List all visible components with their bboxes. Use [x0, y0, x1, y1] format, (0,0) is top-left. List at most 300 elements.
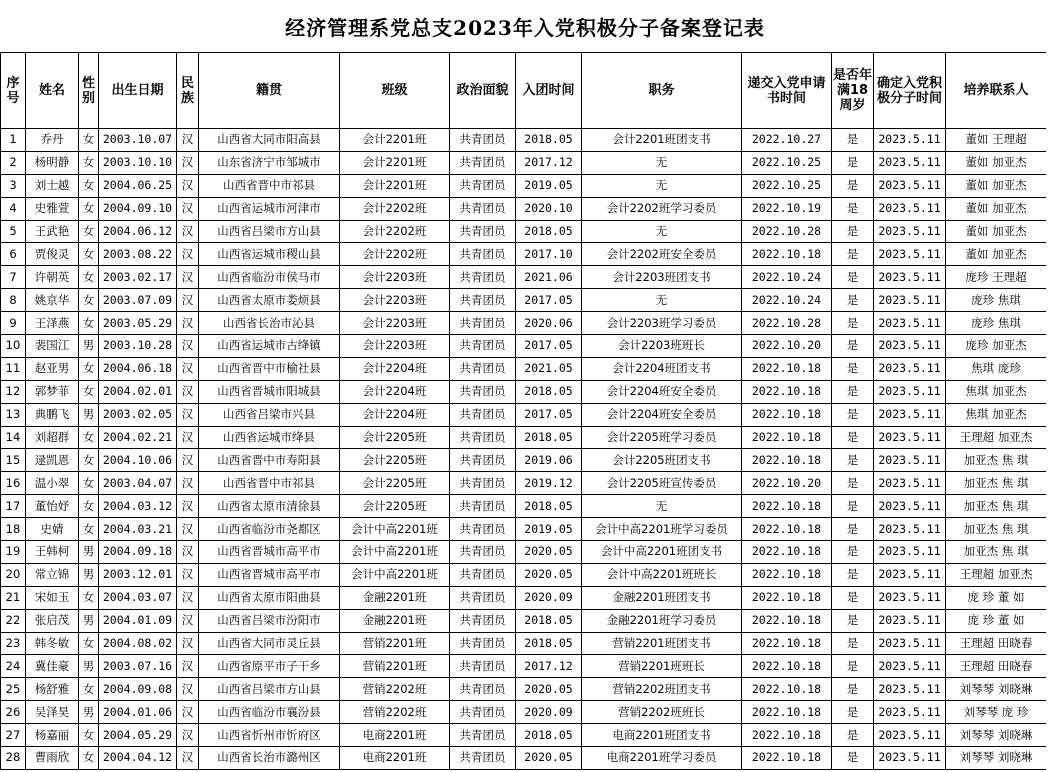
cell-position: 无 [582, 151, 742, 174]
cell-contact: 刘琴琴 刘晓琳 [946, 724, 1047, 747]
cell-no: 15 [1, 449, 26, 472]
cell-origin: 山西省晋城市高平市 [199, 563, 340, 586]
cell-confirm-date: 2023.5.11 [874, 129, 946, 152]
cell-origin: 山西省吕梁市汾阳市 [199, 609, 340, 632]
table-row [1, 472, 1047, 495]
header-position: 职务 [582, 53, 742, 129]
cell-class: 电商2201班 [340, 747, 450, 770]
cell-over18: 是 [832, 266, 874, 289]
cell-political: 共青团员 [450, 495, 516, 518]
cell-contact: 庞珍 加亚杰 [946, 335, 1047, 358]
cell-birth: 2004.02.21 [99, 426, 177, 449]
cell-birth: 2004.05.29 [99, 724, 177, 747]
header-gender: 性别 [79, 53, 99, 129]
cell-political: 共青团员 [450, 609, 516, 632]
cell-confirm-date: 2023.5.11 [874, 678, 946, 701]
table-row [1, 563, 1047, 586]
table-row [1, 724, 1047, 747]
cell-ethnic: 汉 [177, 335, 199, 358]
cell-gender: 女 [79, 678, 99, 701]
cell-apply-date: 2022.10.18 [742, 724, 832, 747]
cell-birth: 2003.10.07 [99, 129, 177, 152]
cell-ethnic: 汉 [177, 403, 199, 426]
cell-name: 王武艳 [26, 220, 79, 243]
cell-name: 温小翠 [26, 472, 79, 495]
cell-origin: 山西省忻州市忻府区 [199, 724, 340, 747]
header-birth: 出生日期 [99, 53, 177, 129]
table-row [1, 289, 1047, 312]
cell-class: 金融2201班 [340, 586, 450, 609]
cell-confirm-date: 2023.5.11 [874, 518, 946, 541]
cell-apply-date: 2022.10.18 [742, 563, 832, 586]
cell-class: 营销2202班 [340, 701, 450, 724]
table-body [1, 129, 1047, 770]
cell-no: 12 [1, 380, 26, 403]
cell-confirm-date: 2023.5.11 [874, 701, 946, 724]
cell-gender: 男 [79, 655, 99, 678]
cell-league-date: 2018.05 [516, 380, 582, 403]
cell-no: 22 [1, 609, 26, 632]
cell-political: 共青团员 [450, 632, 516, 655]
cell-political: 共青团员 [450, 563, 516, 586]
cell-contact: 加亚杰 焦 琪 [946, 518, 1047, 541]
cell-ethnic: 汉 [177, 495, 199, 518]
cell-over18: 是 [832, 449, 874, 472]
cell-over18: 是 [832, 541, 874, 564]
title-bar [0, 0, 1050, 52]
cell-position: 会计中高2201班班长 [582, 563, 742, 586]
cell-ethnic: 汉 [177, 357, 199, 380]
cell-position: 电商2201班团支书 [582, 724, 742, 747]
cell-gender: 女 [79, 747, 99, 770]
cell-apply-date: 2022.10.18 [742, 426, 832, 449]
cell-contact: 刘琴琴 刘晓琳 [946, 678, 1047, 701]
cell-position: 营销2201班班长 [582, 655, 742, 678]
cell-confirm-date: 2023.5.11 [874, 335, 946, 358]
cell-gender: 女 [79, 472, 99, 495]
cell-position: 无 [582, 289, 742, 312]
table-row [1, 747, 1047, 770]
cell-confirm-date: 2023.5.11 [874, 472, 946, 495]
cell-ethnic: 汉 [177, 678, 199, 701]
cell-origin: 山西省太原市清徐县 [199, 495, 340, 518]
cell-class: 会计2201班 [340, 174, 450, 197]
cell-birth: 2003.10.28 [99, 335, 177, 358]
cell-gender: 女 [79, 243, 99, 266]
cell-apply-date: 2022.10.18 [742, 609, 832, 632]
cell-league-date: 2018.05 [516, 495, 582, 518]
cell-over18: 是 [832, 403, 874, 426]
cell-no: 28 [1, 747, 26, 770]
cell-apply-date: 2022.10.18 [742, 747, 832, 770]
cell-name: 许朝英 [26, 266, 79, 289]
cell-political: 共青团员 [450, 586, 516, 609]
cell-political: 共青团员 [450, 655, 516, 678]
cell-gender: 女 [79, 220, 99, 243]
cell-gender: 女 [79, 449, 99, 472]
cell-apply-date: 2022.10.18 [742, 403, 832, 426]
cell-class: 会计2204班 [340, 380, 450, 403]
cell-position: 金融2201班团支书 [582, 586, 742, 609]
header-origin: 籍贯 [199, 53, 340, 129]
cell-origin: 山西省晋中市祁县 [199, 174, 340, 197]
cell-ethnic: 汉 [177, 243, 199, 266]
cell-name: 贾俊灵 [26, 243, 79, 266]
cell-no: 3 [1, 174, 26, 197]
cell-gender: 女 [79, 426, 99, 449]
cell-political: 共青团员 [450, 701, 516, 724]
table-row [1, 403, 1047, 426]
cell-apply-date: 2022.10.19 [742, 197, 832, 220]
cell-ethnic: 汉 [177, 701, 199, 724]
cell-name: 王韩柯 [26, 541, 79, 564]
cell-over18: 是 [832, 609, 874, 632]
cell-ethnic: 汉 [177, 289, 199, 312]
cell-gender: 男 [79, 701, 99, 724]
table-row [1, 312, 1047, 335]
cell-birth: 2004.03.21 [99, 518, 177, 541]
cell-league-date: 2017.12 [516, 151, 582, 174]
table-row [1, 243, 1047, 266]
cell-league-date: 2017.05 [516, 335, 582, 358]
registration-table [0, 52, 1047, 770]
cell-birth: 2004.09.08 [99, 678, 177, 701]
cell-origin: 山西省晋中市榆社县 [199, 357, 340, 380]
cell-apply-date: 2022.10.18 [742, 357, 832, 380]
table-row [1, 495, 1047, 518]
cell-class: 会计2205班 [340, 426, 450, 449]
cell-political: 共青团员 [450, 678, 516, 701]
cell-over18: 是 [832, 747, 874, 770]
cell-no: 6 [1, 243, 26, 266]
cell-origin: 山西省吕梁市方山县 [199, 678, 340, 701]
table-row [1, 335, 1047, 358]
cell-contact: 焦琪 庞珍 [946, 357, 1047, 380]
cell-class: 会计2205班 [340, 495, 450, 518]
cell-political: 共青团员 [450, 266, 516, 289]
cell-apply-date: 2022.10.18 [742, 701, 832, 724]
cell-gender: 女 [79, 495, 99, 518]
cell-confirm-date: 2023.5.11 [874, 197, 946, 220]
cell-over18: 是 [832, 632, 874, 655]
cell-apply-date: 2022.10.18 [742, 655, 832, 678]
cell-class: 会计2202班 [340, 243, 450, 266]
cell-apply-date: 2022.10.20 [742, 472, 832, 495]
cell-origin: 山西省运城市古绛镇 [199, 335, 340, 358]
cell-class: 营销2201班 [340, 632, 450, 655]
cell-confirm-date: 2023.5.11 [874, 426, 946, 449]
cell-position: 会计2205班学习委员 [582, 426, 742, 449]
cell-class: 营销2202班 [340, 678, 450, 701]
cell-contact: 董如 加亚杰 [946, 174, 1047, 197]
cell-position: 会计2205班宣传委员 [582, 472, 742, 495]
cell-over18: 是 [832, 289, 874, 312]
cell-class: 会计2204班 [340, 403, 450, 426]
header-row [1, 53, 1047, 129]
cell-birth: 2003.12.01 [99, 563, 177, 586]
cell-name: 王泽燕 [26, 312, 79, 335]
cell-league-date: 2020.09 [516, 586, 582, 609]
cell-apply-date: 2022.10.25 [742, 151, 832, 174]
cell-ethnic: 汉 [177, 632, 199, 655]
cell-name: 宋如玉 [26, 586, 79, 609]
cell-contact: 刘琴琴 刘晓琳 [946, 747, 1047, 770]
cell-confirm-date: 2023.5.11 [874, 449, 946, 472]
table-row [1, 197, 1047, 220]
cell-league-date: 2019.05 [516, 518, 582, 541]
cell-confirm-date: 2023.5.11 [874, 289, 946, 312]
header-class: 班级 [340, 53, 450, 129]
cell-position: 会计2203班学习委员 [582, 312, 742, 335]
cell-political: 共青团员 [450, 129, 516, 152]
table-row [1, 449, 1047, 472]
cell-political: 共青团员 [450, 243, 516, 266]
cell-political: 共青团员 [450, 449, 516, 472]
cell-league-date: 2018.05 [516, 220, 582, 243]
cell-origin: 山西省原平市子干乡 [199, 655, 340, 678]
cell-gender: 女 [79, 586, 99, 609]
cell-contact: 庞珍 王理超 [946, 266, 1047, 289]
cell-league-date: 2018.05 [516, 632, 582, 655]
cell-contact: 董如 加亚杰 [946, 151, 1047, 174]
cell-no: 1 [1, 129, 26, 152]
cell-apply-date: 2022.10.18 [742, 541, 832, 564]
cell-no: 27 [1, 724, 26, 747]
table-row [1, 701, 1047, 724]
cell-gender: 女 [79, 174, 99, 197]
cell-origin: 山西省运城市稷山县 [199, 243, 340, 266]
cell-apply-date: 2022.10.24 [742, 289, 832, 312]
cell-contact: 董如 加亚杰 [946, 243, 1047, 266]
cell-position: 会计2204班团支书 [582, 357, 742, 380]
cell-position: 会计2203班团支书 [582, 266, 742, 289]
table-row [1, 678, 1047, 701]
cell-political: 共青团员 [450, 518, 516, 541]
cell-position: 会计2202班安全委员 [582, 243, 742, 266]
cell-position: 会计2201班团支书 [582, 129, 742, 152]
cell-league-date: 2020.06 [516, 312, 582, 335]
cell-league-date: 2020.10 [516, 197, 582, 220]
cell-contact: 王理超 田晓春 [946, 655, 1047, 678]
cell-ethnic: 汉 [177, 747, 199, 770]
cell-position: 会计中高2201班学习委员 [582, 518, 742, 541]
cell-ethnic: 汉 [177, 266, 199, 289]
cell-class: 会计中高2201班 [340, 541, 450, 564]
cell-name: 赵亚男 [26, 357, 79, 380]
cell-birth: 2003.07.16 [99, 655, 177, 678]
cell-confirm-date: 2023.5.11 [874, 380, 946, 403]
cell-name: 杨明静 [26, 151, 79, 174]
cell-political: 共青团员 [450, 312, 516, 335]
cell-origin: 山西省晋城市高平市 [199, 541, 340, 564]
header-apply-date: 递交入党申请书时间 [742, 53, 832, 129]
cell-over18: 是 [832, 701, 874, 724]
cell-no: 20 [1, 563, 26, 586]
cell-origin: 山西省运城市绛县 [199, 426, 340, 449]
cell-name: 裴国江 [26, 335, 79, 358]
cell-contact: 董如 加亚杰 [946, 197, 1047, 220]
cell-contact: 庞珍 焦琪 [946, 289, 1047, 312]
cell-ethnic: 汉 [177, 472, 199, 495]
cell-contact: 加亚杰 焦 琪 [946, 541, 1047, 564]
header-confirm-date: 确定入党积极分子时间 [874, 53, 946, 129]
cell-no: 13 [1, 403, 26, 426]
cell-name: 曹雨欣 [26, 747, 79, 770]
cell-no: 18 [1, 518, 26, 541]
cell-name: 常立锦 [26, 563, 79, 586]
cell-gender: 男 [79, 403, 99, 426]
cell-political: 共青团员 [450, 335, 516, 358]
cell-origin: 山西省大同市阳高县 [199, 129, 340, 152]
table-row [1, 426, 1047, 449]
cell-class: 会计2203班 [340, 289, 450, 312]
cell-confirm-date: 2023.5.11 [874, 747, 946, 770]
cell-gender: 男 [79, 563, 99, 586]
cell-over18: 是 [832, 174, 874, 197]
header-ethnic: 民族 [177, 53, 199, 129]
cell-ethnic: 汉 [177, 586, 199, 609]
cell-gender: 女 [79, 151, 99, 174]
cell-league-date: 2020.05 [516, 678, 582, 701]
cell-birth: 2003.10.10 [99, 151, 177, 174]
cell-apply-date: 2022.10.25 [742, 174, 832, 197]
cell-confirm-date: 2023.5.11 [874, 609, 946, 632]
cell-political: 共青团员 [450, 747, 516, 770]
cell-class: 会计2202班 [340, 197, 450, 220]
header-over18: 是否年满18周岁 [832, 53, 874, 129]
cell-birth: 2004.03.12 [99, 495, 177, 518]
cell-political: 共青团员 [450, 357, 516, 380]
cell-origin: 山西省临汾市尧都区 [199, 518, 340, 541]
cell-class: 会计2203班 [340, 335, 450, 358]
cell-league-date: 2019.06 [516, 449, 582, 472]
cell-position: 金融2201班学习委员 [582, 609, 742, 632]
cell-contact: 王理超 加亚杰 [946, 563, 1047, 586]
cell-ethnic: 汉 [177, 197, 199, 220]
cell-no: 4 [1, 197, 26, 220]
cell-origin: 山西省太原市阳曲县 [199, 586, 340, 609]
cell-confirm-date: 2023.5.11 [874, 586, 946, 609]
cell-class: 会计2201班 [340, 151, 450, 174]
cell-over18: 是 [832, 380, 874, 403]
cell-class: 会计2203班 [340, 266, 450, 289]
cell-birth: 2004.06.12 [99, 220, 177, 243]
cell-contact: 董如 加亚杰 [946, 220, 1047, 243]
cell-ethnic: 汉 [177, 380, 199, 403]
cell-political: 共青团员 [450, 724, 516, 747]
cell-contact: 加亚杰 焦 琪 [946, 495, 1047, 518]
cell-name: 史婧 [26, 518, 79, 541]
cell-contact: 庞 珍 董 如 [946, 609, 1047, 632]
table-row [1, 129, 1047, 152]
table-row [1, 655, 1047, 678]
cell-confirm-date: 2023.5.11 [874, 563, 946, 586]
cell-origin: 山西省晋中市寿阳县 [199, 449, 340, 472]
cell-ethnic: 汉 [177, 563, 199, 586]
cell-no: 9 [1, 312, 26, 335]
cell-birth: 2004.02.01 [99, 380, 177, 403]
cell-name: 刘士越 [26, 174, 79, 197]
table-row [1, 518, 1047, 541]
cell-apply-date: 2022.10.18 [742, 518, 832, 541]
cell-ethnic: 汉 [177, 174, 199, 197]
cell-league-date: 2017.10 [516, 243, 582, 266]
cell-name: 乔丹 [26, 129, 79, 152]
cell-origin: 山东省济宁市邹城市 [199, 151, 340, 174]
table-row [1, 220, 1047, 243]
cell-confirm-date: 2023.5.11 [874, 357, 946, 380]
cell-political: 共青团员 [450, 174, 516, 197]
cell-contact: 加亚杰 焦 琪 [946, 449, 1047, 472]
cell-name: 史雅萱 [26, 197, 79, 220]
cell-gender: 女 [79, 129, 99, 152]
cell-contact: 庞 珍 董 如 [946, 586, 1047, 609]
cell-ethnic: 汉 [177, 518, 199, 541]
cell-league-date: 2020.05 [516, 747, 582, 770]
cell-over18: 是 [832, 472, 874, 495]
cell-over18: 是 [832, 518, 874, 541]
cell-origin: 山西省大同市灵丘县 [199, 632, 340, 655]
cell-birth: 2004.10.06 [99, 449, 177, 472]
cell-origin: 山西省吕梁市方山县 [199, 220, 340, 243]
cell-name: 姚京华 [26, 289, 79, 312]
cell-over18: 是 [832, 586, 874, 609]
cell-over18: 是 [832, 357, 874, 380]
cell-birth: 2003.02.17 [99, 266, 177, 289]
cell-confirm-date: 2023.5.11 [874, 655, 946, 678]
cell-birth: 2004.01.09 [99, 609, 177, 632]
cell-birth: 2003.07.09 [99, 289, 177, 312]
cell-origin: 山西省长治市潞州区 [199, 747, 340, 770]
cell-over18: 是 [832, 243, 874, 266]
cell-position: 营销2201班团支书 [582, 632, 742, 655]
cell-contact: 董如 王理超 [946, 129, 1047, 152]
table-row [1, 174, 1047, 197]
cell-class: 会计2205班 [340, 449, 450, 472]
cell-name: 董怡妤 [26, 495, 79, 518]
cell-over18: 是 [832, 563, 874, 586]
table-row [1, 380, 1047, 403]
cell-no: 11 [1, 357, 26, 380]
cell-apply-date: 2022.10.28 [742, 220, 832, 243]
cell-birth: 2003.04.07 [99, 472, 177, 495]
cell-birth: 2003.05.29 [99, 312, 177, 335]
cell-over18: 是 [832, 426, 874, 449]
cell-gender: 男 [79, 541, 99, 564]
cell-class: 会计中高2201班 [340, 518, 450, 541]
cell-ethnic: 汉 [177, 426, 199, 449]
cell-league-date: 2017.12 [516, 655, 582, 678]
cell-political: 共青团员 [450, 403, 516, 426]
cell-league-date: 2017.05 [516, 403, 582, 426]
cell-over18: 是 [832, 678, 874, 701]
cell-confirm-date: 2023.5.11 [874, 266, 946, 289]
table-row [1, 586, 1047, 609]
cell-contact: 王理超 加亚杰 [946, 426, 1047, 449]
cell-apply-date: 2022.10.18 [742, 380, 832, 403]
cell-apply-date: 2022.10.18 [742, 495, 832, 518]
cell-over18: 是 [832, 129, 874, 152]
cell-gender: 女 [79, 266, 99, 289]
cell-no: 19 [1, 541, 26, 564]
cell-birth: 2004.06.25 [99, 174, 177, 197]
cell-gender: 女 [79, 632, 99, 655]
cell-ethnic: 汉 [177, 609, 199, 632]
cell-origin: 山西省运城市河津市 [199, 197, 340, 220]
cell-no: 10 [1, 335, 26, 358]
cell-position: 会计2203班班长 [582, 335, 742, 358]
cell-ethnic: 汉 [177, 724, 199, 747]
